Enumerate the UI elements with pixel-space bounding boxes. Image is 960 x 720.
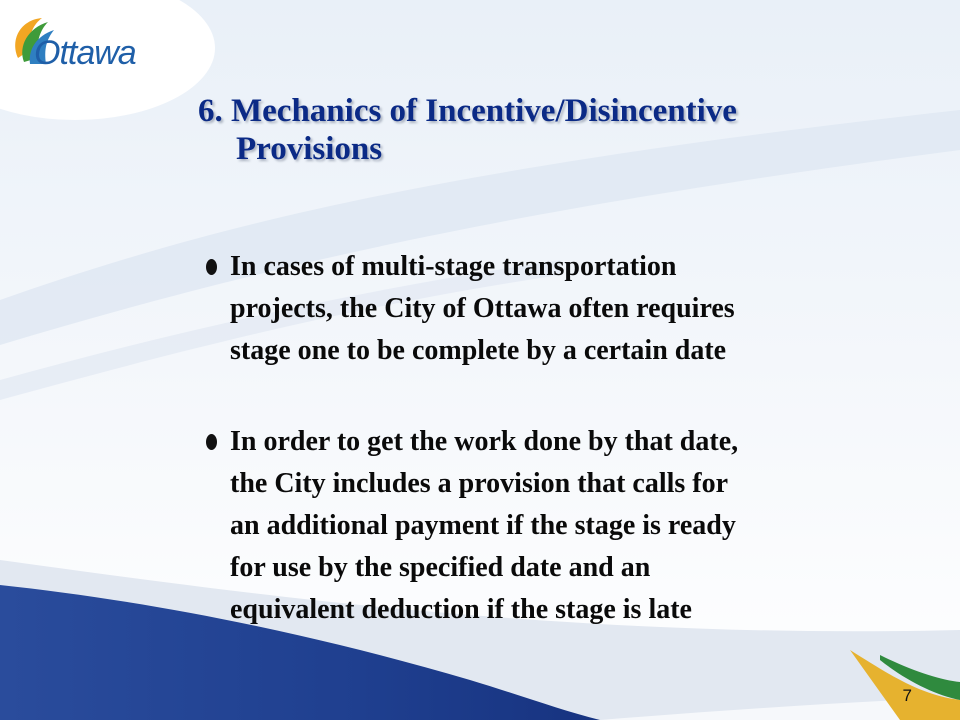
bullet-item bbox=[230, 246, 920, 372]
title-line-1: 6. Mechanics of Incentive/Disincentive bbox=[198, 93, 737, 129]
title-line-2: Provisions bbox=[236, 131, 383, 167]
bullet-dot-icon bbox=[206, 434, 217, 450]
slide-title bbox=[198, 92, 898, 168]
bullet-text: In order to get the work done by that date, the City includes a provision that calls for an additional payment if the stage is ready for use by the specified date and an equivalent deduction if the stage is late bbox=[230, 426, 739, 625]
bullet-text: In cases of multi-stage transportation projects, the City of Ottawa often requires stage one to be complete by a certain date bbox=[230, 251, 735, 366]
bullet-dot-icon bbox=[206, 259, 217, 275]
logo-text: Ottawa bbox=[34, 34, 136, 72]
bullet-item bbox=[230, 421, 920, 631]
slide-number: 7 bbox=[902, 686, 912, 705]
city-logo bbox=[8, 6, 158, 86]
